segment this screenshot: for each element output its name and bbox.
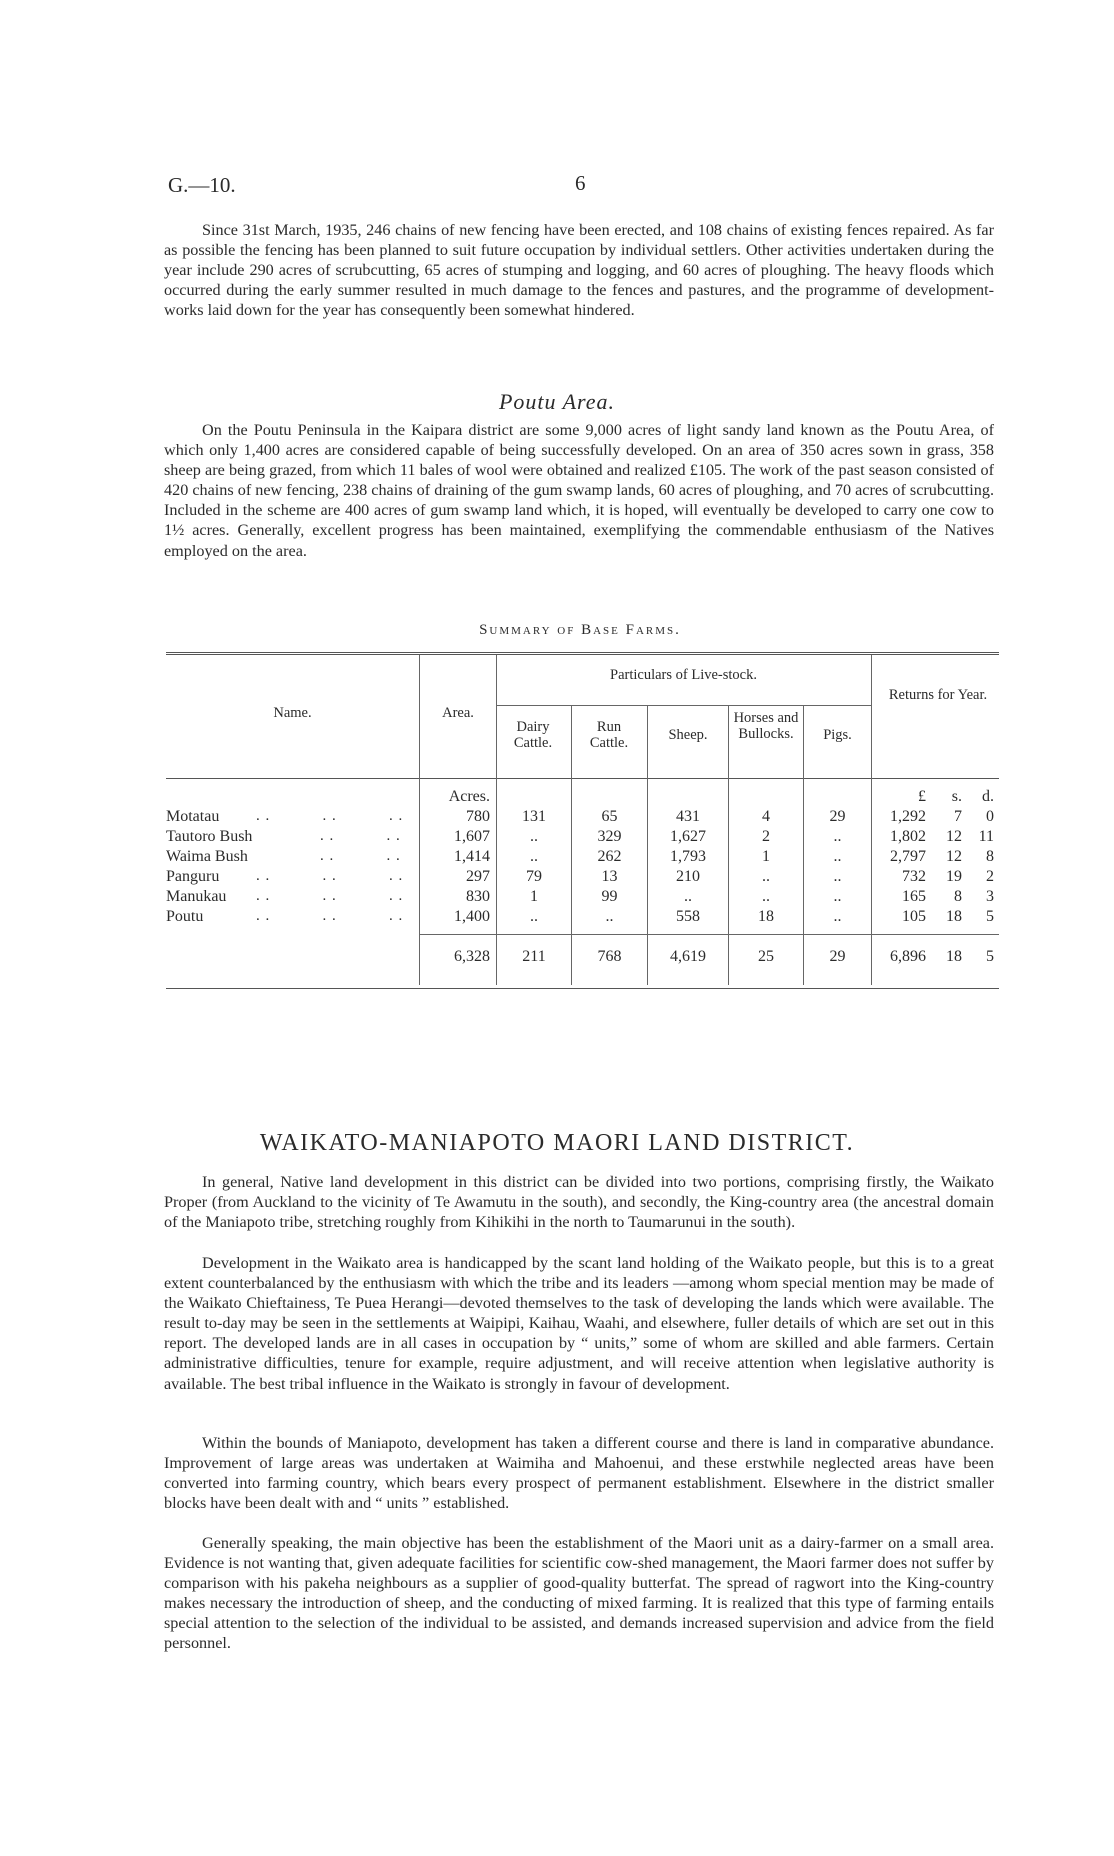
- row-pounds: 732: [902, 868, 926, 885]
- unit-pounds: £: [918, 788, 926, 805]
- row-horses: 2: [762, 828, 770, 845]
- row-sheep: 1,793: [670, 848, 706, 865]
- header-area: Area.: [442, 705, 474, 721]
- row-name: Motatau: [166, 808, 220, 825]
- total-dairy: 211: [522, 948, 546, 965]
- row-area: 830: [466, 888, 490, 905]
- row-run: 329: [597, 828, 622, 845]
- row-pigs: ..: [833, 848, 842, 865]
- row-horses: 1: [762, 848, 770, 865]
- row-dairy: ..: [530, 908, 538, 925]
- header-horses: Horses and Bullocks.: [733, 710, 799, 742]
- header-pigs: Pigs.: [823, 727, 852, 743]
- paper-reference: G.—10.: [168, 173, 236, 197]
- header-dairy: Dairy Cattle.: [513, 719, 553, 751]
- row-pence: 0: [986, 808, 994, 825]
- row-dairy: ..: [530, 828, 538, 845]
- table-row: [166, 888, 999, 908]
- total-sheep: 4,619: [670, 948, 706, 965]
- total-horses: 25: [758, 948, 774, 965]
- total-pigs: 29: [829, 948, 846, 965]
- district-heading: WAIKATO-MANIAPOTO MAORI LAND DISTRICT.: [259, 1130, 855, 1156]
- row-area: 1,607: [454, 828, 490, 845]
- table-caption: Summary of Base Farms.: [479, 622, 681, 638]
- row-pigs: ..: [833, 888, 842, 905]
- header-livestock: Particulars of Live-stock.: [610, 667, 757, 683]
- leader-dots: . . . . . .: [256, 908, 404, 924]
- row-name: Tautoro Bush: [166, 828, 253, 845]
- leader-dots: . . . . . .: [256, 868, 404, 884]
- row-run: 65: [601, 808, 618, 825]
- unit-shillings: s.: [951, 788, 962, 805]
- row-pence: 5: [986, 908, 994, 925]
- row-pigs: 29: [829, 808, 846, 825]
- row-area: 1,400: [454, 908, 490, 925]
- table-bottom-rule: [166, 988, 999, 989]
- leader-dots: . . . .: [320, 848, 401, 864]
- livestock-group-rule: [496, 705, 871, 706]
- row-pence: 8: [986, 848, 994, 865]
- total-area: 6,328: [454, 948, 490, 965]
- header-run: Run Cattle.: [589, 719, 629, 751]
- row-shillings: 19: [946, 868, 962, 885]
- row-run: 13: [601, 868, 618, 885]
- row-sheep: 1,627: [670, 828, 706, 845]
- poutu-paragraph: On the Poutu Peninsula in the Kaipara district are some 9,000 acres of light sandy land known as the Poutu Area, of which only 1,400 acres are considered capable of being successfully developed. On an area of 350 acres sown in grass, 358 sheep are being grazed, from which 11 bales of wool were obtained and realized £105. The work of the past season consisted of 420 chains of new fencing, 238 chains of draining of the gum swamp lands, 60 acres of ploughing, and 70 acres of scrubcutting. Included in the scheme are 400 acres of gum swamp land which, it is hoped, will eventually be developed to carry one cow to 1½ acres. Generally, excellent progress has been maintained, exemplifying the commendable enthusiasm of the Natives employed on the area.: [164, 421, 994, 560]
- row-area: 780: [466, 808, 490, 825]
- row-shillings: 12: [946, 828, 962, 845]
- waikato-paragraph-4: Generally speaking, the main objective has been the establishment of the Maori unit as a dairy-farmer on a small area. Evidence is not wanting that, given adequate facilities for scientific cow-shed management, the Maori farmer does not suffer by comparison with his pakeha neighbours as a supplier of good-quality butterfat. The spread of ragwort into the King-country makes necessary the introduction of sheep, and the conducting of mixed farming. It is realized that this type of farming entails special attention to the selection of the individual to be assisted, and demands increased supervision and advice from the field personnel.: [164, 1534, 994, 1653]
- totals-row: [166, 948, 999, 968]
- row-horses: ..: [762, 888, 770, 905]
- row-shillings: 12: [946, 848, 962, 865]
- row-pounds: 1,802: [890, 828, 926, 845]
- row-pence: 2: [986, 868, 994, 885]
- table-row: [166, 808, 999, 828]
- total-pounds: 6,896: [890, 948, 926, 965]
- header-bottom-rule: [166, 778, 999, 779]
- row-pounds: 1,292: [890, 808, 926, 825]
- waikato-paragraph-2: Development in the Waikato area is handicapped by the scant land holding of the Waikato people, but this is to a great extent counterbalanced by the enthusiasm with which the tribe and its leaders —among whom special mention may be made of the Waikato Chieftainess, Te Puea Herangi—devoted themselves to the task of developing the lands which were available. The result to-day may be seen in the settlements at Waipipi, Kaihau, Waahi, and elsewhere, fuller details of which are set out in this report. The developed lands are in all cases in occupation by “ units,” some of whom are skilled and able farmers. Certain administrative difficulties, tenure for example, require adjustment, and will receive attention when legislative authority is available. The best tribal influence in the Waikato is strongly in favour of development.: [164, 1254, 994, 1393]
- units-row: [166, 788, 999, 808]
- waikato-paragraph-3: Within the bounds of Maniapoto, development has taken a different course and there is land in comparative abundance. Improvement of large areas was undertaken at Waimiha and Mahoenui, and these erstwhile neglected areas have been converted into farming country, which bears every prospect of permanent establishment. Elsewhere in the district smaller blocks have been dealt with and “ units ” established.: [164, 1434, 994, 1513]
- row-dairy: 1: [530, 888, 538, 905]
- table-row: [166, 868, 999, 888]
- unit-pence: d.: [982, 788, 994, 805]
- row-sheep: 210: [676, 868, 700, 885]
- leader-dots: . . . .: [320, 828, 401, 844]
- row-horses: 4: [762, 808, 770, 825]
- row-horses: ..: [762, 868, 770, 885]
- row-pence: 11: [978, 828, 994, 845]
- leader-dots: . . . . . .: [256, 888, 404, 904]
- total-shillings: 18: [946, 948, 962, 965]
- table-top-rule-double: [166, 654, 999, 655]
- row-dairy: ..: [530, 848, 538, 865]
- unit-acres: Acres.: [448, 788, 490, 805]
- row-dairy: 131: [522, 808, 546, 825]
- header-returns: Returns for Year.: [888, 687, 988, 703]
- row-name: Poutu: [166, 908, 204, 925]
- poutu-heading: Poutu Area.: [498, 389, 616, 414]
- row-pence: 3: [986, 888, 994, 905]
- header-name: Name.: [273, 705, 312, 721]
- page-number: 6: [575, 171, 586, 195]
- row-run: 262: [597, 848, 622, 865]
- table-top-rule: [166, 652, 999, 653]
- row-shillings: 18: [946, 908, 962, 925]
- total-rule: [420, 934, 999, 935]
- row-run: ..: [605, 908, 614, 925]
- row-shillings: 7: [954, 808, 962, 825]
- leader-dots: . . . . . .: [256, 808, 404, 824]
- row-dairy: 79: [526, 868, 542, 885]
- row-pounds: 165: [902, 888, 926, 905]
- summary-table: [166, 652, 999, 992]
- row-run: 99: [601, 888, 618, 905]
- row-horses: 18: [758, 908, 774, 925]
- waikato-paragraph-1: In general, Native land development in this district can be divided into two portions, comprising firstly, the Waikato Proper (from Auckland to the vicinity of Te Awamutu in the south), and secondly, the King-country area (the ancestral domain of the Maniapoto tribe, stretching roughly from Kihikihi in the north to Taumarunui in the south).: [164, 1173, 994, 1232]
- row-name: Manukau: [166, 888, 227, 905]
- table-row: [166, 828, 999, 848]
- row-area: 297: [466, 868, 490, 885]
- row-name: Waima Bush: [166, 848, 248, 865]
- row-pigs: ..: [833, 868, 842, 885]
- row-pigs: ..: [833, 908, 842, 925]
- row-pounds: 2,797: [890, 848, 926, 865]
- row-area: 1,414: [454, 848, 490, 865]
- intro-paragraph: Since 31st March, 1935, 246 chains of new fencing have been erected, and 108 chains of existing fences repaired. As far as possible the fencing has been planned to suit future occupation by individual settlers. Other activities undertaken during the year include 290 acres of scrubcutting, 65 acres of stumping and logging, and 60 acres of ploughing. The heavy floods which occurred during the early summer resulted in much damage to the fences and pastures, and the programme of development-works laid down for the year has consequently been somewhat hindered.: [164, 221, 994, 320]
- row-pounds: 105: [902, 908, 926, 925]
- total-run: 768: [597, 948, 622, 965]
- row-pigs: ..: [833, 828, 842, 845]
- table-row: [166, 908, 999, 928]
- row-name: Panguru: [166, 868, 220, 885]
- table-row: [166, 848, 999, 868]
- row-sheep: 558: [676, 908, 700, 925]
- row-sheep: ..: [684, 888, 692, 905]
- row-sheep: 431: [676, 808, 700, 825]
- header-sheep: Sheep.: [668, 727, 708, 743]
- total-pence: 5: [986, 948, 994, 965]
- row-shillings: 8: [954, 888, 962, 905]
